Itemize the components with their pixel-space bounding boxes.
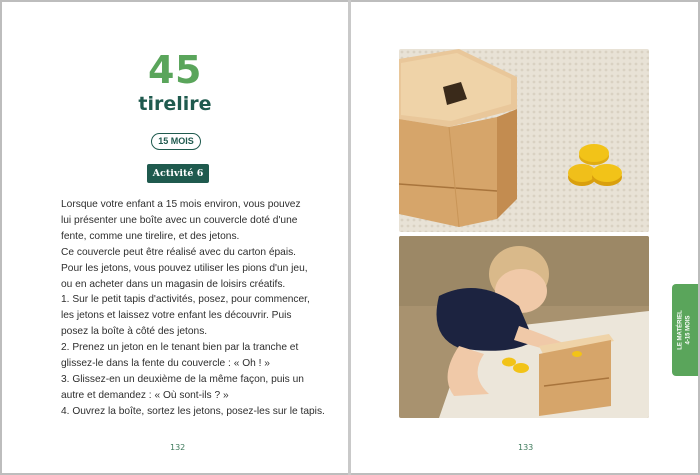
age-badge: 15 MOIS bbox=[151, 133, 201, 150]
text-line: lui présenter une boîte avec un couvercle doté d'une bbox=[61, 214, 298, 226]
page-number-right: 133 bbox=[518, 443, 534, 452]
activity-title: tirelire bbox=[138, 93, 212, 115]
text-line: glissez-le dans la fente du couvercle : « Oh ! » bbox=[61, 358, 270, 370]
page-number-left: 132 bbox=[170, 443, 186, 452]
text-line: Ce couvercle peut être réalisé avec du carton épais. bbox=[61, 246, 297, 258]
step-line-3: 3. Glissez-en un deuxième de la même façon, puis un bbox=[61, 373, 304, 385]
text-line: autre et demandez : « Où sont-ils ? » bbox=[61, 389, 229, 401]
wooden-box-with-coins-photo bbox=[399, 49, 649, 232]
step-line-1: 1. Sur le petit tapis d'activités, posez, pour commencer, bbox=[61, 294, 310, 306]
toddler-with-coin-box-photo bbox=[399, 236, 649, 418]
section-side-tab bbox=[672, 284, 698, 376]
text-line: les jetons et laissez votre enfant les découvrir. Puis bbox=[61, 310, 292, 322]
text-line: fente, comme une tirelire, et des jetons. bbox=[61, 230, 240, 242]
text-line: Lorsque votre enfant a 15 mois environ, vous pouvez bbox=[61, 199, 301, 210]
activity-label: Activité 6 bbox=[147, 164, 209, 183]
text-line: Pour les jetons, vous pouvez utiliser les pions d'un jeu, bbox=[61, 262, 308, 274]
instructions-text bbox=[61, 197, 325, 420]
side-tab-label bbox=[678, 284, 693, 376]
text-line: posez la boîte à côté des jetons. bbox=[61, 326, 208, 338]
step-line-2: 2. Prenez un jeton en le tenant bien par la tranche et bbox=[61, 342, 299, 354]
side-tab-line: 4-15 MOIS bbox=[685, 315, 691, 345]
left-page bbox=[2, 2, 348, 473]
text-line: ou en acheter dans un magasin de loisirs créatifs. bbox=[61, 278, 286, 290]
activity-number: 45 bbox=[148, 48, 202, 92]
right-page bbox=[351, 2, 698, 473]
step-line-4: 4. Ouvrez la boîte, sortez les jetons, posez-les sur le tapis. bbox=[61, 405, 325, 417]
side-tab-line: LE MATÉRIEL bbox=[677, 310, 684, 350]
